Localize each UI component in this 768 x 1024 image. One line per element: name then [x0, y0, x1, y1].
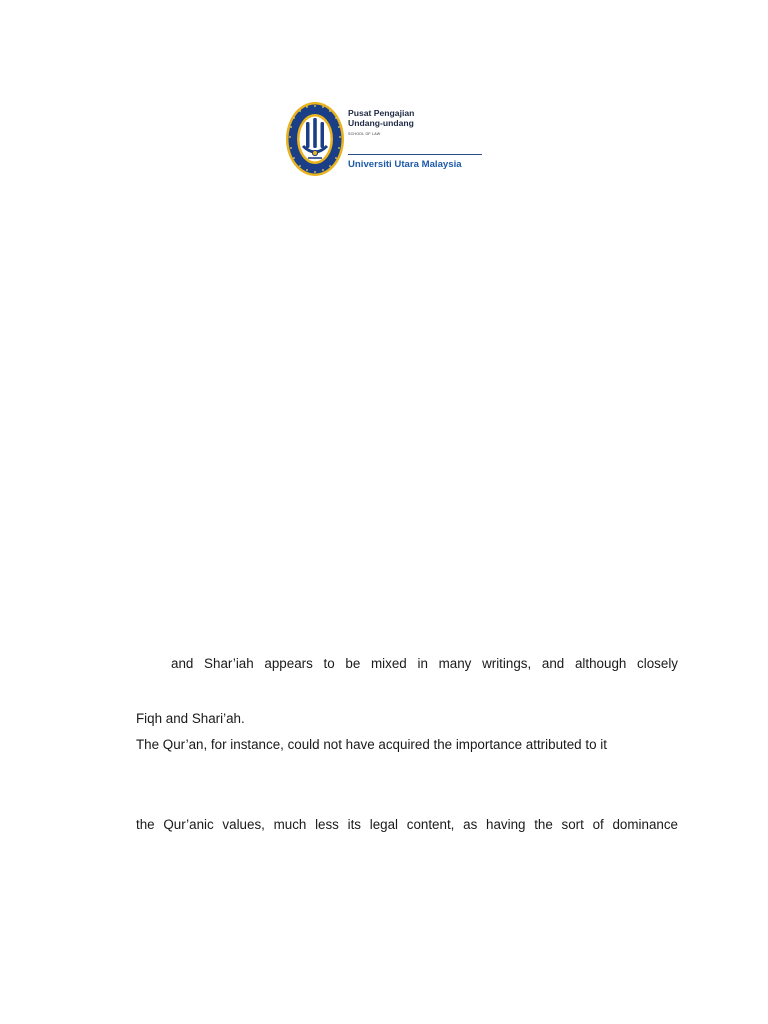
body-text-line: and Shar’iah appears to be mixed in many writings, and although closely [171, 656, 678, 671]
logo-divider [348, 154, 482, 155]
body-text-line: the Qur’anic values, much less its legal content, as having the sort of dominance [136, 817, 678, 832]
body-text-line: Fiqh and Shari’ah. [136, 711, 245, 726]
university-crest-icon [284, 100, 346, 178]
school-subtitle: SCHOOL OF LAW [348, 132, 381, 136]
university-name: Universiti Utara Malaysia [348, 159, 462, 170]
logo-text [348, 108, 484, 170]
school-logo [284, 98, 484, 180]
body-text-line: The Qur’an, for instance, could not have acquired the importance attributed to it [136, 737, 607, 752]
school-name-line2: Undang-undang [348, 118, 414, 128]
school-name-line1: Pusat Pengajian [348, 108, 415, 118]
